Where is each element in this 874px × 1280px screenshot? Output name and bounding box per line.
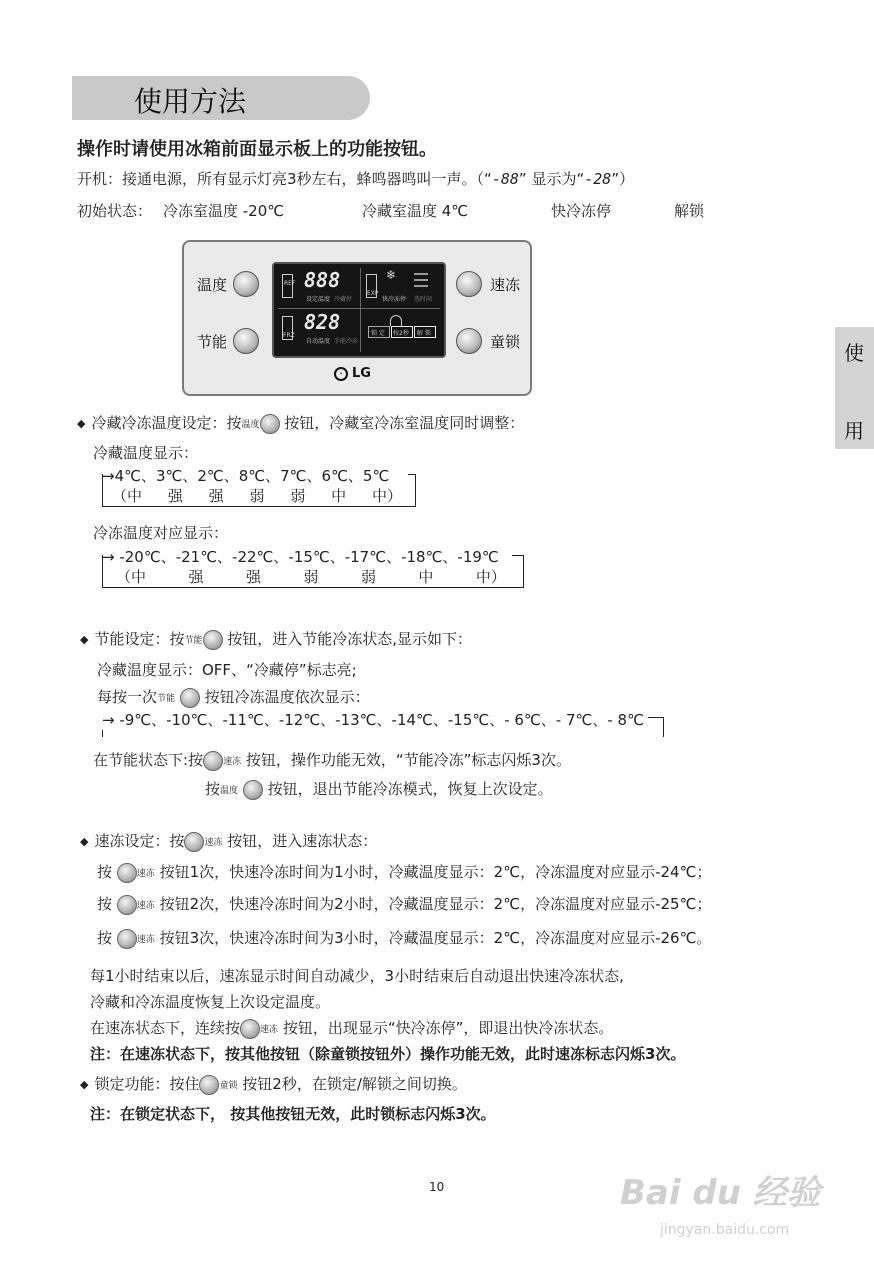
- temp-button-icon: [260, 414, 280, 434]
- row-small: 速冻: [136, 869, 155, 879]
- energy-temp-sequence: → -9℃、-10℃、-11℃、-12℃、-13℃、-14℃、-15℃、- 6℃、- 7℃、- 8℃: [102, 709, 648, 730]
- panel-label-temp: 温度: [197, 276, 228, 294]
- section-title: 使用方法: [134, 85, 247, 118]
- fridge-level: 弱: [249, 487, 265, 505]
- control-panel-illustration: [182, 240, 532, 396]
- label-unlock: 解 锁: [417, 330, 431, 337]
- save-button-icon: [180, 688, 200, 708]
- top-segment-display: 888: [304, 268, 341, 292]
- fast-freeze-row: [97, 861, 711, 883]
- row-pre: 按: [97, 929, 113, 947]
- watermark-brand: Bai du 经验: [620, 1173, 821, 1213]
- segment-display-2: -28: [584, 170, 612, 188]
- fridge-temp-sequence: →4℃、3℃、2℃、8℃、7℃、6℃、5℃: [102, 467, 390, 485]
- sec2-line4-pre: 按: [205, 780, 221, 798]
- sec2-small-label: 节能: [184, 636, 203, 646]
- sec3-para3-small: 速冻: [260, 1025, 279, 1035]
- panel-save-button: [233, 328, 259, 354]
- fridge-temp-label: 冷藏温度显示：: [93, 444, 199, 462]
- power-on-mid: ” 显示为“: [518, 170, 585, 188]
- freezer-temp-sequence: → -20℃、-21℃、-22℃、-15℃、-17℃、-18℃、-19℃: [102, 548, 499, 566]
- sec2-heading: [80, 628, 472, 650]
- panel-temp-button: [233, 271, 259, 297]
- bottom-segment-display: 828: [304, 310, 341, 334]
- sec4-pre: 锁定功能：按住: [94, 1075, 200, 1093]
- freezer-level: 弱: [303, 568, 319, 586]
- fridge-level: 强: [167, 487, 183, 505]
- sec2-line2-post: 按钮冷冻温度依次显示：: [204, 688, 370, 706]
- sec3-para3-pre: 在速冻状态下，连续按: [90, 1019, 241, 1037]
- fast-button-icon: [203, 751, 223, 771]
- initial-state-lock: 解锁: [674, 202, 705, 220]
- label-select-time: 选时间: [414, 296, 433, 303]
- sec1-small-label: 温度: [241, 420, 260, 430]
- sec3-para3-post: 按钮，出现显示“快冷冻停”，即退出快冷冻状态。: [282, 1019, 614, 1037]
- panel-display-screen: [272, 262, 446, 358]
- fridge-level: （中: [112, 487, 143, 505]
- sec3-note: 注：在速冻状态下，按其他按钮（除童锁按钮外）操作功能无效，此时速冻标志闪烁3次。: [90, 1045, 686, 1063]
- fast-button-icon: [240, 1019, 260, 1039]
- initial-state-freezer: 冷冻室温度 -20℃: [163, 202, 285, 220]
- sec2-post: 按钮，进入节能冷冻状态,显示如下：: [227, 630, 473, 648]
- label-auto-temp: 自动温度: [306, 338, 331, 345]
- label-fast-stop: 快冷冻停: [382, 296, 407, 303]
- fast-button-icon: [117, 895, 137, 915]
- fridge-level: 强: [208, 487, 224, 505]
- panel-fast-button: [456, 271, 482, 297]
- label-fridge-stop: 冷藏停: [334, 296, 353, 303]
- freezer-temp-label: 冷冻温度对应显示：: [93, 524, 229, 542]
- freezer-levels: [116, 566, 506, 587]
- sec2-line3-small: 速冻: [223, 757, 242, 767]
- fast-button-icon: [117, 863, 137, 883]
- label-lock: 锁 定: [371, 330, 385, 337]
- label-ref: REF: [284, 280, 296, 287]
- sec1-heading: [77, 412, 524, 434]
- label-exp: EXP: [367, 290, 379, 297]
- sec2-line2-pre: 每按一次: [97, 688, 158, 706]
- power-on-text: 开机：接通电源，所有显示灯亮3秒左右，蜂鸣器鸣叫一声。（“: [77, 170, 492, 188]
- bullet-diamond-icon: ◆: [80, 633, 89, 646]
- save-button-icon: [203, 630, 223, 650]
- sec2-pre: 节能设定：按: [94, 630, 185, 648]
- page-number: 10: [429, 1180, 445, 1194]
- label-press-2s: 按2秒: [393, 330, 409, 337]
- label-manual: 手能冷冻: [334, 338, 359, 345]
- section-title-tab: [72, 76, 370, 120]
- row-pre: 按: [97, 895, 113, 913]
- lg-logo-text: LG: [352, 366, 371, 381]
- sec4-small-label: 童锁: [219, 1081, 238, 1091]
- row-post: 按钮3次，快速冷冻时间为3小时，冷藏温度显示：2℃，冷冻温度对应显示-26℃。: [159, 929, 712, 947]
- sec1-pre: 冷藏冷冻温度设定：按: [91, 414, 242, 432]
- side-chapter-tab: [835, 327, 874, 449]
- temp-button-icon: [243, 780, 263, 800]
- freezer-level: 弱: [360, 568, 376, 586]
- segment-display-1: -88: [491, 170, 519, 188]
- fridge-level: 中: [331, 487, 347, 505]
- initial-state-fast: 快冷冻停: [551, 202, 612, 220]
- panel-label-save: 节能: [197, 333, 228, 351]
- fast-button-icon: [184, 832, 204, 852]
- sec2-line2: [97, 686, 370, 708]
- sec3-post: 按钮，进入速冻状态：: [227, 832, 378, 850]
- sec2-line3-pre: 在节能状态下:按: [93, 751, 204, 769]
- sec3-pre: 速冻设定：按: [94, 832, 185, 850]
- energy-temps: -9℃、-10℃、-11℃、-12℃、-13℃、-14℃、-15℃、- 6℃、- 7℃、- 8℃: [119, 711, 644, 729]
- snowflake-icon: ❄: [386, 268, 397, 282]
- row-post: 按钮1次，快速冷冻时间为1小时，冷藏温度显示：2℃，冷冻温度对应显示-24℃；: [159, 863, 712, 881]
- sec2-line4-small: 温度: [220, 786, 239, 796]
- sec3-small-label: 速冻: [204, 838, 223, 848]
- freezer-level: 中）: [475, 568, 506, 586]
- sec4-heading: [80, 1073, 467, 1095]
- fast-freeze-row: [97, 927, 711, 949]
- fridge-level: 弱: [290, 487, 306, 505]
- lg-logo-icon: ·: [334, 367, 348, 381]
- side-tab-char-1: 使: [844, 341, 864, 365]
- label-frz: FRZ: [283, 332, 295, 339]
- row-post: 按钮2次，快速冷冻时间为2小时，冷藏温度显示：2℃，冷冻温度对应显示-25℃；: [159, 895, 712, 913]
- sec2-line3-post: 按钮，操作功能无效，“节能冷冻”标志闪烁3次。: [245, 751, 571, 769]
- sec3-para2: 冷藏和冷冻温度恢复上次设定温度。: [90, 993, 331, 1011]
- fast-button-icon: [117, 929, 137, 949]
- sec3-para1: 每1小时结束以后，速冻显示时间自动减少，3小时结束后自动退出快速冷冻状态,: [90, 967, 624, 985]
- watermark-url: jingyan.baidu.com: [660, 1222, 790, 1238]
- bullet-diamond-icon: ◆: [80, 1078, 89, 1091]
- freezer-level: 强: [188, 568, 204, 586]
- sec4-note: 注：在锁定状态下， 按其他按钮无效，此时锁标志闪烁3次。: [90, 1105, 496, 1123]
- sec2-line4-post: 按钮，退出节能冷冻模式，恢复上次设定。: [267, 780, 553, 798]
- sec2-line2-small: 节能: [157, 694, 176, 704]
- fast-freeze-row: [97, 893, 711, 915]
- label-set-temp: 设定温度: [306, 296, 331, 303]
- sec3-heading: [80, 830, 377, 852]
- freezer-temps: -20℃、-21℃、-22℃、-15℃、-17℃、-18℃、-19℃: [119, 548, 499, 566]
- freezer-level: （中: [116, 568, 147, 586]
- row-small: 速冻: [136, 935, 155, 945]
- bullet-diamond-icon: ◆: [77, 417, 86, 430]
- sec2-line1: 冷藏温度显示：OFF、“冷藏停”标志亮;: [97, 661, 357, 679]
- power-on-end: ”）: [611, 170, 635, 188]
- sec3-para3: [90, 1017, 613, 1039]
- lock-icon: [390, 315, 402, 326]
- lg-logo: [334, 366, 371, 381]
- panel-label-fast: 速冻: [490, 276, 521, 294]
- panel-lock-button: [456, 328, 482, 354]
- power-on-line: [77, 168, 634, 189]
- fridge-levels: [112, 485, 402, 506]
- side-tab-char-2: 用: [844, 419, 864, 443]
- row-pre: 按: [97, 863, 113, 881]
- fridge-level: 中）: [371, 487, 402, 505]
- row-small: 速冻: [136, 901, 155, 911]
- panel-label-lock: 童锁: [490, 333, 521, 351]
- sec4-post: 按钮2秒，在锁定/解锁之间切换。: [242, 1075, 467, 1093]
- intro-text: 操作时请使用冰箱前面显示板上的功能按钮。: [77, 139, 437, 160]
- initial-state-fridge: 冷藏室温度 4℃: [362, 202, 469, 220]
- freezer-level: 中: [418, 568, 434, 586]
- sec1-post: 按钮，冷藏室冷冻室温度同时调整：: [284, 414, 525, 432]
- sec2-line4: [205, 778, 553, 800]
- freezer-level: 强: [245, 568, 261, 586]
- sec2-line3: [93, 749, 571, 771]
- bullet-diamond-icon: ◆: [80, 835, 89, 848]
- fridge-temps: 4℃、3℃、2℃、8℃、7℃、6℃、5℃: [114, 467, 390, 485]
- lock-button-icon: [199, 1075, 219, 1095]
- initial-state-label: 初始状态：: [77, 202, 153, 220]
